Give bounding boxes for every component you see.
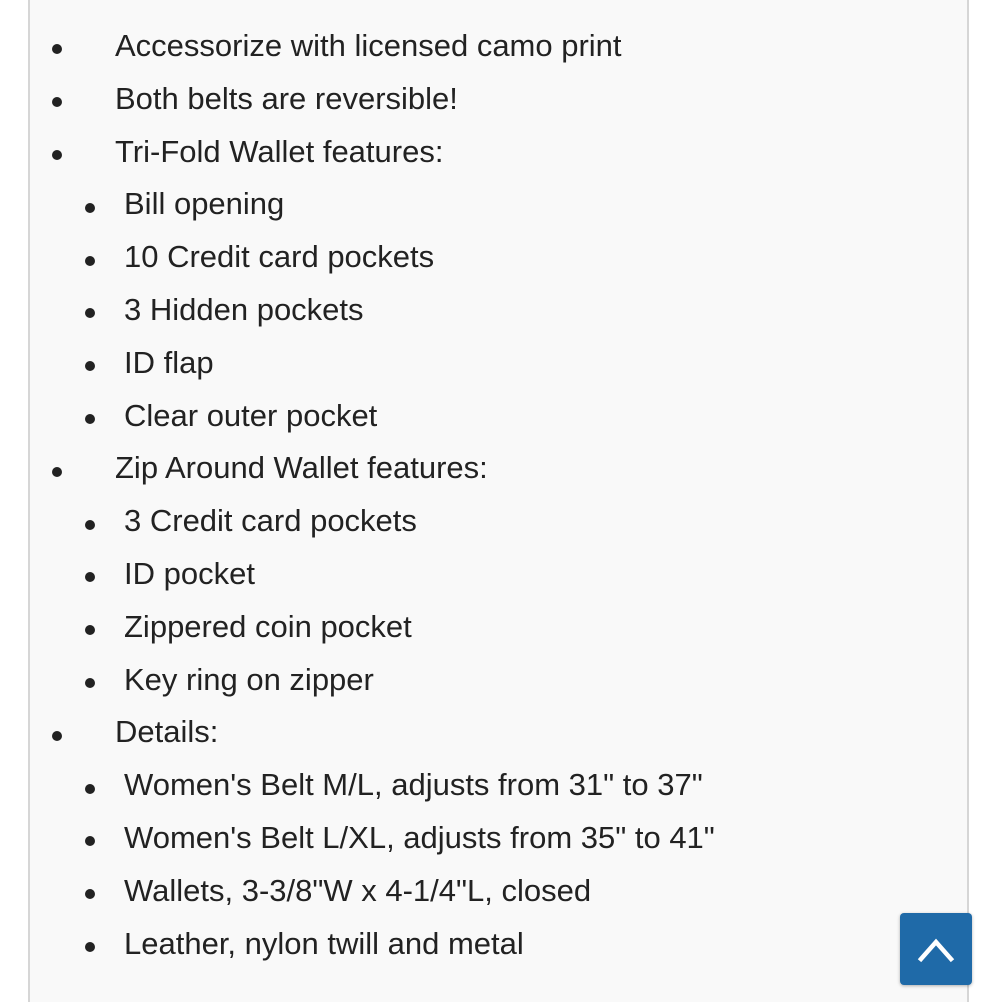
sub-list-item [30, 231, 930, 284]
list-item-text: Wallets, 3-3/8"W x 4-1/4"L, closed [124, 872, 592, 908]
bullet-icon [85, 361, 95, 371]
list-item-text: Leather, nylon twill and metal [124, 925, 524, 961]
bullet-icon [52, 467, 62, 477]
bullet-icon [85, 203, 95, 213]
sub-list-item [30, 495, 930, 548]
list-item [30, 73, 930, 126]
list-item [30, 442, 930, 495]
sub-list-item [30, 601, 930, 654]
sub-list-item [30, 548, 930, 601]
list-item-text: Tri-Fold Wallet features: [115, 133, 444, 169]
bullet-icon [85, 942, 95, 952]
bullet-icon [52, 731, 62, 741]
bullet-icon [52, 44, 62, 54]
bullet-icon [85, 784, 95, 794]
list-item-text: 3 Hidden pockets [124, 291, 364, 327]
bullet-icon [52, 97, 62, 107]
sub-list-item [30, 178, 930, 231]
sub-list-item [30, 865, 930, 918]
bullet-icon [85, 678, 95, 688]
list-item-text: Accessorize with licensed camo print [115, 28, 622, 63]
chevron-up-icon [916, 929, 956, 969]
bullet-icon [85, 256, 95, 266]
list-item [30, 706, 930, 759]
bullet-icon [85, 836, 95, 846]
bullet-icon [52, 150, 62, 160]
list-item-text: Women's Belt M/L, adjusts from 31" to 37" [124, 767, 703, 803]
list-item-text: ID pocket [124, 555, 255, 591]
bullet-icon [85, 572, 95, 582]
list-item-text: Women's Belt L/XL, adjusts from 35" to 41" [124, 819, 715, 855]
list-item-text: ID flap [124, 344, 214, 380]
list-item-text: Both belts are reversible! [115, 80, 458, 116]
list-item [30, 126, 930, 179]
sub-list-item [30, 654, 930, 707]
list-item-text: Zip Around Wallet features: [115, 450, 488, 486]
list-item-text: Details: [115, 714, 219, 750]
bullet-icon [85, 625, 95, 635]
list-item-text: Clear outer pocket [124, 397, 378, 433]
sub-list-item [30, 759, 930, 812]
sub-list-item [30, 390, 930, 443]
sub-list-item [30, 812, 930, 865]
list-item [30, 20, 930, 73]
bullet-icon [85, 889, 95, 899]
list-item-text: Zippered coin pocket [124, 608, 412, 644]
list-item-text: 3 Credit card pockets [124, 503, 417, 539]
feature-list [30, 20, 930, 970]
scroll-to-top-button[interactable] [900, 913, 972, 985]
sub-list-item [30, 284, 930, 337]
list-item-text: Bill opening [124, 186, 285, 222]
bullet-icon [85, 414, 95, 424]
list-item-text: Key ring on zipper [124, 661, 374, 697]
product-details-panel [28, 0, 969, 1002]
bullet-icon [85, 308, 95, 318]
sub-list-item [30, 918, 930, 971]
list-item-text: 10 Credit card pockets [124, 239, 435, 275]
sub-list-item [30, 337, 930, 390]
bullet-icon [85, 520, 95, 530]
